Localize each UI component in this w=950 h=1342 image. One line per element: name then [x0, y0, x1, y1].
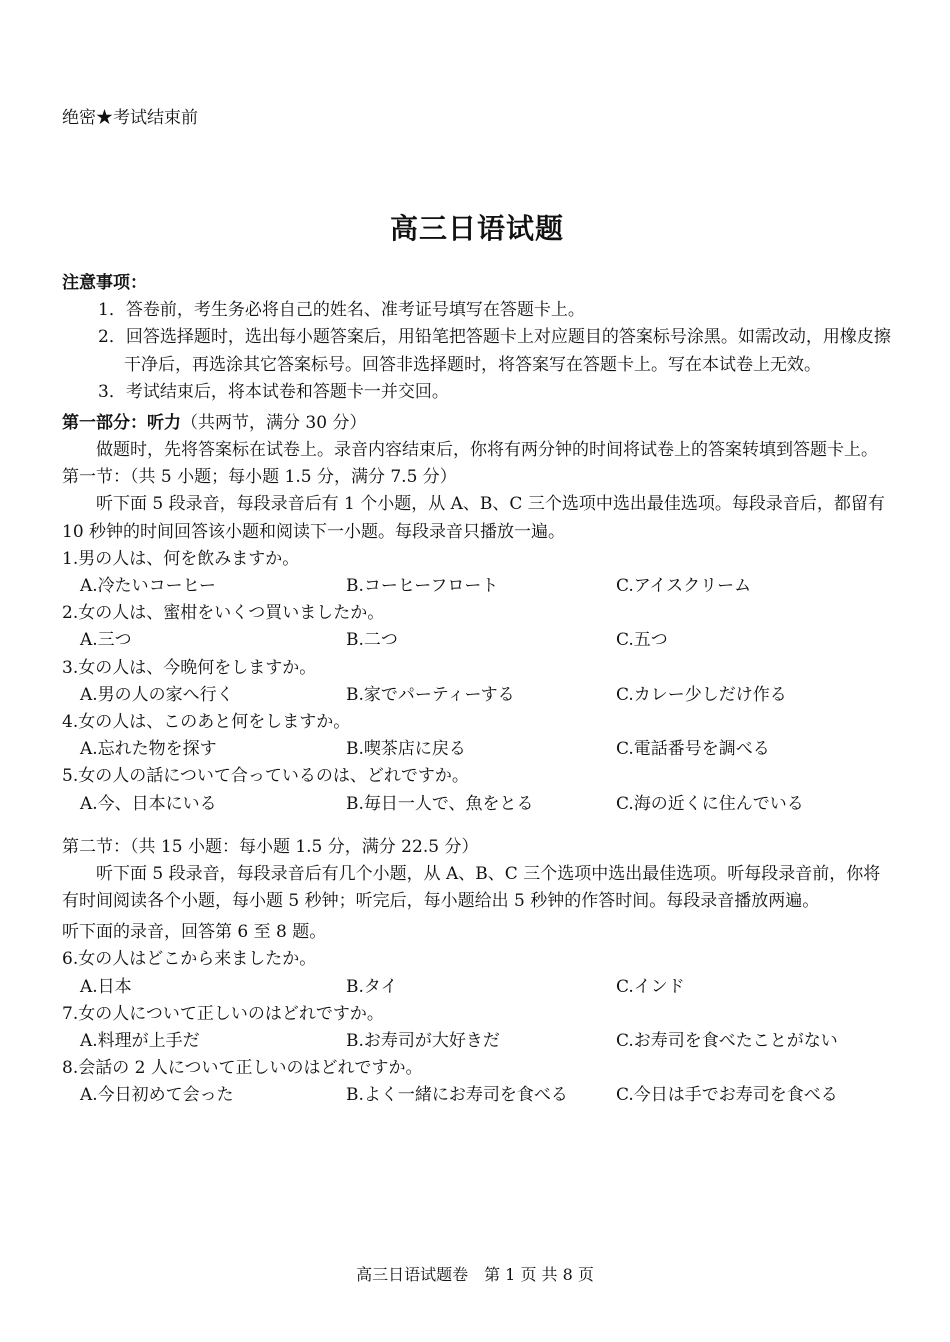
part1-intro: 做题时，先将答案标在试卷上。录音内容结束后，你将有两分钟的时间将试卷上的答案转填到答题卡上。 — [96, 440, 878, 461]
part1-heading-note: （共两节，满分 30 分） — [181, 412, 367, 433]
note-item-2: 2．回答选择题时，选出每小题答案后，用铅笔把答题卡上对应题目的答案标号涂黑。如需改动，用橡皮擦干净后，再选涂其它答案标号。回答非选择题时，将答案写在答题卡上。写在本试卷上无效。 — [98, 327, 891, 375]
question-block — [62, 709, 892, 763]
option-c: C.カレー少しだけ作る — [616, 684, 787, 705]
section2-heading: 第二节：（共 15 小题：每小题 1.5 分，满分 22.5 分） — [62, 836, 479, 857]
section2-group-intro: 听下面的录音，回答第 6 至 8 题。 — [62, 922, 327, 943]
question-text: 4.女の人は、このあと何をしますか。 — [62, 711, 351, 732]
question-block — [62, 655, 892, 709]
question-text: 3.女の人は、今晩何をしますか。 — [62, 657, 317, 678]
page-title: 高三日语试题 — [389, 212, 564, 246]
option-c: C.インド — [616, 976, 685, 997]
option-b: B.家でパーティーする — [346, 684, 515, 705]
option-a: A.日本 — [80, 976, 132, 997]
question-block — [62, 600, 892, 654]
question-text: 8.会話の 2 人について正しいのはどれですか。 — [62, 1058, 423, 1079]
question-block — [62, 1001, 892, 1055]
question-block — [62, 1055, 892, 1109]
option-b: B.毎日一人で、魚をとる — [346, 793, 534, 814]
section1-heading: 第一节：（共 5 小题；每小题 1.5 分，满分 7.5 分） — [62, 467, 457, 488]
option-a: A.料理が上手だ — [80, 1031, 200, 1052]
option-a: A.今、日本にいる — [80, 793, 217, 814]
section2-intro: 听下面 5 段录音，每段录音后有几个小题，从 A、B、C 三个选项中选出最佳选项。听每段录音前，你将有时间阅读各个小题，每小题 5 秒钟；听完后，每小题给出 5 秒钟的作答时间。每段录音播放两遍。 — [62, 863, 881, 912]
option-a: A.忘れた物を探す — [80, 739, 217, 760]
option-a: A.今日初めて会った — [80, 1085, 234, 1106]
option-b: B.喫茶店に戻る — [346, 739, 466, 760]
part1-heading: 第一部分：听力 — [62, 412, 181, 433]
option-c: C.お寿司を食べたことがない — [616, 1031, 838, 1052]
option-c: C.アイスクリーム — [616, 576, 752, 597]
exam-page — [62, 105, 892, 1110]
option-b: B.二つ — [346, 630, 398, 651]
options-row — [80, 682, 892, 709]
question-block — [62, 763, 892, 817]
options-row — [80, 1082, 892, 1109]
options-row — [80, 736, 892, 763]
option-a: A.冷たいコーヒー — [80, 576, 217, 597]
question-block — [62, 546, 892, 600]
page-footer: 高三日语试题卷 第 1 页 共 8 页 — [356, 1265, 594, 1284]
secret-label: 绝密★考试结束前 — [62, 108, 198, 128]
option-c: C.電話番号を調べる — [616, 739, 770, 760]
section2-questions — [62, 946, 892, 1109]
option-c: C.今日は手でお寿司を食べる — [616, 1085, 838, 1106]
options-row — [80, 974, 892, 1001]
question-text: 7.女の人について正しいのはどれですか。 — [62, 1003, 384, 1024]
question-text: 1.男の人は、何を飲みますか。 — [62, 548, 300, 569]
option-a: A.三つ — [80, 630, 132, 651]
option-a: A.男の人の家へ行く — [80, 684, 234, 705]
section1-intro: 听下面 5 段录音，每段录音后有 1 个小题，从 A、B、C 三个选项中选出最佳选项。每段录音后，都留有 10 秒钟的时间回答该小题和阅读下一小题。每段录音只播放一遍。 — [62, 494, 885, 542]
options-row — [80, 573, 892, 600]
option-b: B.タイ — [346, 976, 398, 997]
option-b: B.コーヒーフロート — [346, 576, 499, 597]
notes-heading: 注意事项： — [62, 272, 147, 293]
options-row — [80, 791, 892, 818]
options-row — [80, 627, 892, 654]
question-text: 6.女の人はどこから来ましたか。 — [62, 949, 317, 970]
question-text: 2.女の人は、蜜柑をいくつ買いましたか。 — [62, 603, 385, 624]
option-c: C.海の近くに住んでいる — [616, 793, 804, 814]
question-block — [62, 946, 892, 1000]
option-b: B.お寿司が大好きだ — [346, 1031, 500, 1052]
options-row — [80, 1028, 892, 1055]
question-text: 5.女の人の話について合っているのは、どれですか。 — [62, 766, 469, 787]
option-c: C.五つ — [616, 630, 668, 651]
note-item-1: 1．答卷前，考生务必将自己的姓名、准考证号填写在答题卡上。 — [98, 300, 585, 321]
note-item-3: 3．考试结束后，将本试卷和答题卡一并交回。 — [98, 381, 449, 402]
section1-questions — [62, 546, 892, 818]
part1-heading-line — [62, 410, 892, 437]
option-b: B.よく一緒にお寿司を食べる — [346, 1085, 568, 1106]
notes-list — [98, 297, 892, 406]
